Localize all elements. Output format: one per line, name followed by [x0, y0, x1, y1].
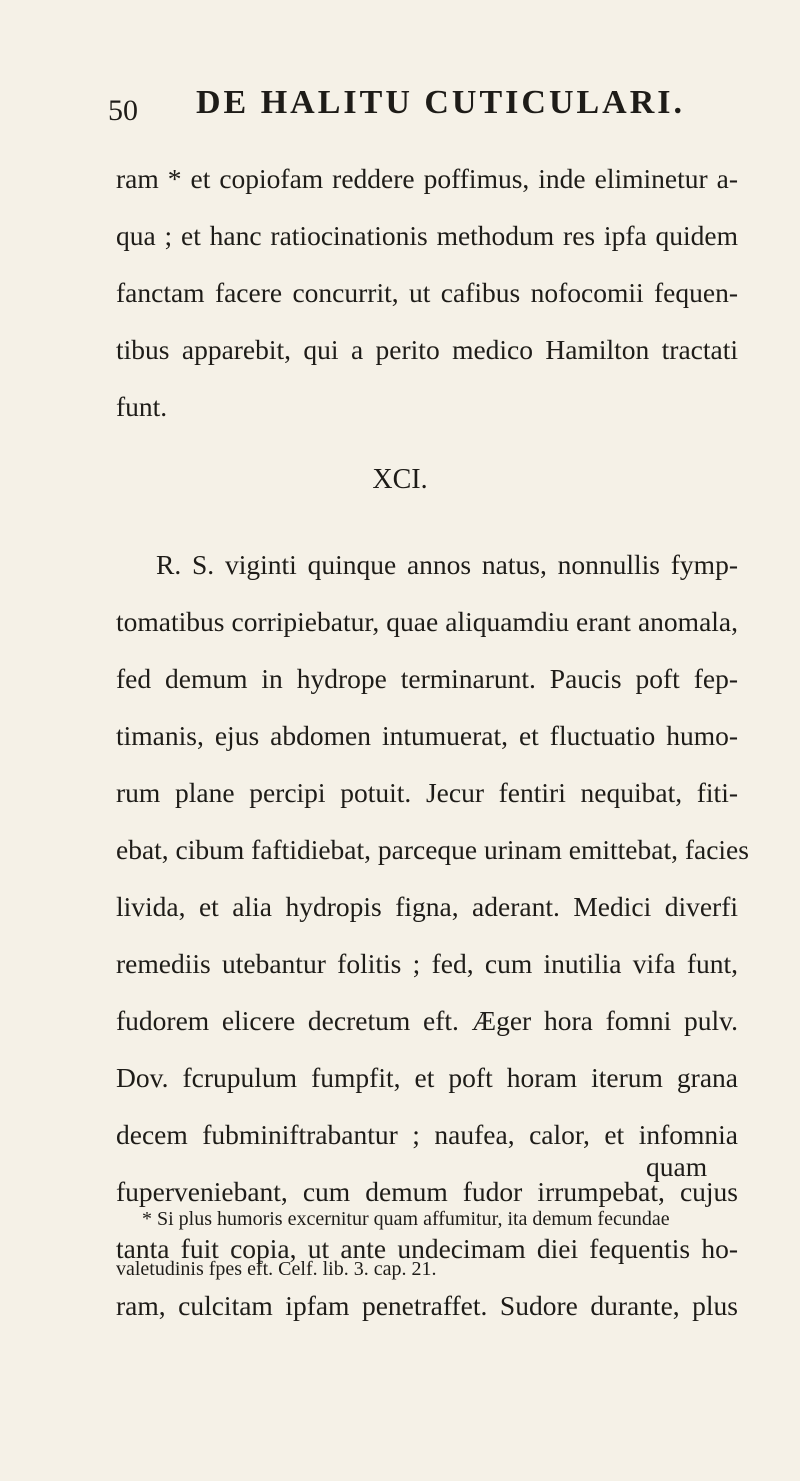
running-title: DE HALITU CUTICULARI.	[196, 84, 686, 121]
section-number: XCI.	[372, 464, 428, 495]
text-line: decem fubminiftrabantur ; naufea, calor, et infomnia	[116, 1119, 738, 1150]
text-line: timanis, ejus abdomen intumuerat, et fluctuatio humo-	[116, 720, 738, 751]
footnote-line: valetudinis fpes eft. Celf. lib. 3. cap. 21.	[116, 1258, 437, 1280]
text-line: ram, culcitam ipfam penetraffet. Sudore durante, plus	[116, 1290, 738, 1321]
running-head	[108, 84, 748, 127]
footnote-line: * Si plus humoris excernitur quam affumitur, ita demum fecundae	[142, 1208, 670, 1230]
text-line: tibus apparebit, qui a perito medico Hamilton tractati	[116, 334, 738, 365]
text-line: tomatibus corripiebatur, quae aliquamdiu erant anomala,	[116, 606, 738, 637]
text-line: livida, et alia hydropis figna, aderant. Medici diverfi	[116, 891, 738, 922]
paragraph-continued	[116, 150, 738, 435]
text-line: fed demum in hydrope terminarunt. Paucis poft fep-	[116, 663, 738, 694]
page-number: 50	[108, 94, 138, 127]
text-line: R. S. viginti quinque annos natus, nonnullis fymp-	[156, 549, 738, 580]
text-line: qua ; et hanc ratiocinationis methodum res ipfa quidem	[116, 220, 738, 251]
text-line: remediis utebantur folitis ; fed, cum inutilia vifa funt,	[116, 948, 738, 979]
text-line: fuperveniebant, cum demum fudor irrumpebat, cujus	[116, 1176, 738, 1207]
text-line: fudorem elicere decretum eft. Æger hora fomni pulv.	[116, 1005, 738, 1036]
catchword: quam	[646, 1151, 708, 1182]
text-line: Dov. fcrupulum fumpfit, et poft horam iterum grana	[116, 1062, 738, 1093]
text-line: tanta fuit copia, ut ante undecimam diei fequentis ho-	[116, 1233, 738, 1264]
text-line: rum plane percipi potuit. Jecur fentiri nequibat, fiti-	[116, 777, 738, 808]
text-line: funt.	[116, 391, 168, 422]
text-line: ebat, cibum faftidiebat, parceque urinam emittebat, facies	[116, 834, 749, 865]
text-line: ram * et copiofam reddere poffimus, inde eliminetur a-	[116, 163, 738, 194]
text-line: fanctam facere concurrit, ut cafibus nofocomii fequen-	[116, 277, 738, 308]
